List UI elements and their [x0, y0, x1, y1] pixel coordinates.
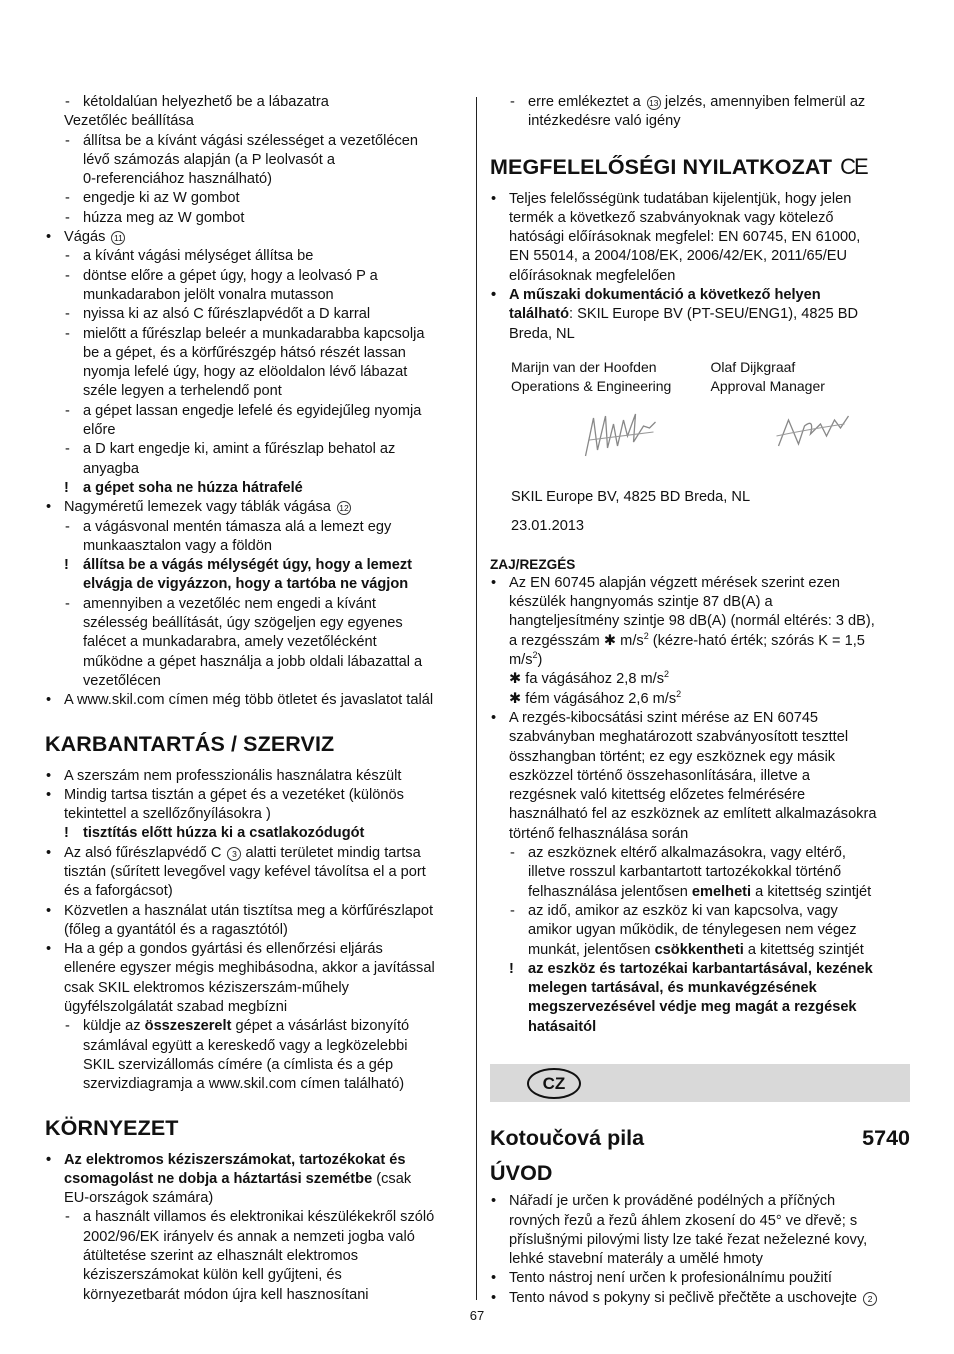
signatory-title: Operations & Engineering [511, 377, 672, 394]
list-item: - döntse előre a gépet úgy, hogy a leolvasó P a [65, 267, 378, 284]
list-item: Vezetőléc beállítása [64, 113, 194, 130]
list-item: ✱ fém vágásához 2,6 $m/s^2$ [509, 688, 682, 707]
list-item: felhasználása jelentősen emelheti a kitettség szintjét [528, 883, 872, 900]
list-item: $m/s^2$) [509, 650, 543, 669]
list-item: eszközzel történő összehasonlítására, illetve a [509, 767, 810, 784]
list-item: • Tento návod s pokyny si pečlivě přečtěte a uschovejte 2 [490, 1289, 910, 1308]
list-item: - húzza meg az W gombot [65, 209, 245, 226]
list-item: - az idő, amikor az eszköz ki van kapcsolva, vagy [510, 902, 838, 919]
signatory-1 [511, 358, 711, 396]
list-item: átültetése szerint az elhasznált elektromos [83, 1248, 358, 1265]
list-item: • A rezgés-kibocsátási szint mérése az EN 60745 [491, 709, 819, 726]
list-item: használható fel az eszköznek az említett alkalmazásokra [509, 806, 877, 823]
list-item: tekintettel a szellőzőnyílásokra ) [64, 806, 271, 823]
list-item: szabványban meghatározott szabványosított teszttel [509, 729, 849, 746]
language-bar [490, 1064, 910, 1102]
list-item: - nyissa ki az alsó C fűrészlapvédőt a D karral [65, 306, 371, 323]
list-item: munkadarabon jelölt vonalra mutasson [83, 286, 334, 303]
list-item: EU-országok számára) [64, 1190, 214, 1207]
signatory-name: Marijn van der Hoofden [511, 358, 657, 375]
list-item: • A www.skil.com címen még több ötletet és javaslatot talál [46, 692, 434, 709]
callout-number: 2 [863, 1292, 877, 1306]
callout-number: 13 [647, 96, 661, 110]
list-item: rezgésnek való kitettség előzetes felmérésére [509, 787, 806, 804]
list-item: rovných řezů a řezů áhlem zkosení do 45° ve dřevě; s [509, 1212, 858, 1229]
ce-mark-icon: CE [840, 153, 867, 179]
list-item: környezetbarát módon újra kell hasznosítani [83, 1286, 369, 1303]
list-item: - erre emlékeztet a 13 jelzés, amennyiben felmerül az [510, 94, 866, 110]
list-item: nyomja lefelé úgy, hogy az elöoldalon lévő lábazat [83, 364, 408, 381]
list-item: • A műszaki dokumentáció a következő helyen [491, 287, 821, 304]
list-item: és a faforgácsot) [64, 883, 173, 900]
page-number: 67 [469, 1308, 485, 1323]
list-item: - engedje ki az W gombot [65, 190, 240, 207]
list-item: - a D kart engedje ki, amint a fűrészlap behatol az [65, 441, 396, 458]
list-item: - az eszköznek eltérő alkalmazásokra, vagy eltérő, [510, 845, 846, 862]
list-item: a rezgésszám ✱ $m/s^2$ (kézre-ható érték; szórás K = 1,5 [509, 630, 865, 649]
right-column [490, 93, 910, 1308]
list-item: lévő számozás alapján (a P leolvasót a [83, 151, 336, 168]
declaration-date: 23.01.2013 [511, 518, 585, 535]
callout-number: 3 [227, 847, 241, 861]
signature-1-icon [528, 406, 719, 466]
list-item: széle legyen a terhelendő pont [83, 383, 282, 400]
section-heading-conformity: MEGFELELŐSÉGI NYILATKOZAT CE [490, 153, 867, 179]
section-heading-service: KARBANTARTÁS / SZERVIZ [45, 731, 335, 756]
list-item: be a gépet, és a körfűrészgép hátsó részét lassan [83, 344, 406, 361]
warning-item: hatásaitól [528, 1018, 597, 1035]
list-item: található: SKIL Europe BV (PT-SEU/ENG1), 4825 BD [509, 306, 859, 323]
list-item: lehké stavební materály a umělé hmoty [509, 1251, 763, 1268]
list-item: történő felhasználása során [509, 825, 689, 842]
list-item: ✱ fa vágásához 2,8 $m/s^2$ [509, 669, 670, 688]
list-item: • Nagyméretű lemezek vagy táblák vágása 12 [45, 498, 465, 517]
product-title [490, 1125, 910, 1150]
list-item: EN 55014, a 2004/108/EK, 2006/42/EK, 2011/65/EU [509, 248, 848, 265]
warning-item: melegen tartásával, és munkavégzésének [528, 980, 817, 997]
list-item: szervizdiagramja a www.skil.com címen található) [83, 1076, 405, 1093]
list-item: - a vágásvonal mentén támasza alá a lemezt egy [65, 518, 392, 535]
signatory-title: Approval Manager [710, 377, 825, 394]
list-item: szélesség beállítását, úgy szögeljen egy egyenes [83, 615, 403, 632]
warning-item: elvágja de vigyázzon, hogy a tartóba ne vágjon [83, 576, 409, 593]
list-item: • Az alsó fűrészlapvédő C 3 alatti területet mindig tartsa [46, 844, 421, 861]
warning-item: megszervezésével védje meg magát a rezgések [528, 999, 857, 1016]
list-item: příslušnými pilovými listy lze také řezat neželezné kovy, [509, 1231, 868, 1248]
list-item: SKIL szervizállomás címére (a címlista és a gép [83, 1056, 394, 1073]
section-heading-noise: ZAJ/REZGÉS [490, 556, 576, 572]
list-item: - amennyiben a vezetőléc nem engedi a kívánt [65, 595, 376, 612]
list-item: • Teljes felelősségünk tudatában kijelentjük, hogy jelen [491, 190, 852, 207]
list-item: összhangban történt; ez egy eszköznek egy másik [509, 748, 836, 765]
list-item: - a kívánt vágási mélységet állítsa be [65, 248, 314, 265]
list-item: • Tento nástroj není určen k profesionálnímu použití [491, 1270, 832, 1287]
list-item: előírásoknak megfelelően [509, 267, 676, 284]
company-address: SKIL Europe BV, 4825 BD Breda, NL [511, 488, 751, 505]
list-item: munkaasztalon vagy a földön [83, 537, 273, 554]
language-badge: CZ [527, 1068, 581, 1099]
list-item: csomagolást ne dobja a háztartási szemétbe (csak [64, 1170, 412, 1187]
list-item: - állítsa be a kívánt vágási szélességet a vezetőlécen [65, 132, 419, 149]
list-item: - kétoldalúan helyezhető be a lábazatra [65, 94, 329, 110]
list-item: (főleg a gyantától és a ragasztótól) [64, 921, 288, 938]
list-item: amikor ugyan működik, de ténylegesen nem végez [528, 922, 857, 939]
list-item: • Az elektromos kéziszerszámokat, tartozékokat és [46, 1151, 406, 1168]
list-item: termék a következő szabványoknak vagy kötelező [509, 209, 834, 226]
list-item: - a gépet lassan engedje lefelé és egyidejűleg nyomja [65, 402, 422, 419]
list-item: csak SKIL elektromos kéziszerszám-műhely [64, 979, 349, 996]
list-item: • Az EN 60745 alapján végzett mérések szerint ezen [491, 574, 840, 591]
list-item: munkát, jelentősen csökkentheti a kitettség szintjét [528, 941, 864, 958]
warning-item: ! állítsa be a vágás mélységét úgy, hogy a lemezt [64, 557, 413, 574]
warning-item: ! a gépet soha ne húzza hátrafelé [64, 479, 303, 496]
list-item: • Mindig tartsa tisztán a gépet és a vezetéket (különös [46, 786, 404, 803]
list-item: illetve rosszul karbantartott tartozékokkal történő [528, 864, 842, 881]
list-item: intézkedésre való igény [528, 113, 681, 130]
signatories [511, 358, 910, 396]
signatory-2 [711, 358, 911, 396]
signature-2-icon [719, 406, 910, 456]
list-item: ellenére egyszer mégis meghibásodna, akkor a javítással [64, 960, 435, 977]
list-item: - küldje az összeszerelt gépet a vásárlást bizonyító [65, 1018, 410, 1035]
list-item: működne a gépet használja a jobb oldali lábazattal a [83, 653, 423, 670]
list-item: - mielőtt a fűrészlap beleér a munkadarabba kapcsolja [65, 325, 425, 342]
callout-number: 11 [111, 231, 125, 245]
signatory-name: Olaf Dijkgraaf [710, 358, 796, 375]
list-item: előre [83, 422, 116, 439]
signature-images [528, 406, 910, 476]
list-item: hangteljesítmény szintje 98 dB(A) (normál eltérés: 3 dB), [509, 613, 875, 630]
list-item: • Nářadí je určen k prováděné podélných a příčných [491, 1193, 836, 1210]
list-item: ügyfélszolgálatát szabad megbízni [64, 999, 288, 1016]
product-model: 5740 [862, 1125, 910, 1150]
list-item: tisztán (sűrített levegővel vagy kefével távolítsa el a port [64, 863, 426, 880]
warning-item: ! az eszköz és tartozékai karbantartásával, kezének [509, 960, 873, 977]
list-item: készülék hangnyomás szintje 87 dB(A) a [509, 594, 773, 611]
list-item: - a használt villamos és elektronikai készülékekről szóló [65, 1209, 435, 1226]
list-item: hatósági előírásoknak megfelel: EN 60745, EN 61000, [509, 229, 861, 246]
section-heading-environment: KÖRNYEZET [45, 1115, 179, 1140]
product-name: Kotoučová pila [490, 1125, 645, 1150]
column-divider [476, 97, 477, 1300]
callout-number: 12 [337, 501, 351, 515]
list-item: 2002/96/EK irányelv és annak a nemzeti jogba való [83, 1228, 415, 1245]
list-item: anyagba [83, 460, 139, 477]
list-item: vezetőlécen [83, 672, 161, 689]
list-item: falécet a munkadarabra, amely vezetőlécként [83, 634, 377, 651]
warning-item: ! tisztítás előtt húzza ki a csatlakozódugót [64, 825, 365, 842]
list-item: 0-referenciához használható) [83, 171, 273, 188]
list-item: kéziszerszámokat külön kell gyűjteni, és [83, 1267, 342, 1284]
list-item: • A szerszám nem professzionális használatra készült [46, 767, 402, 784]
left-column [45, 93, 465, 1305]
list-item: számlával együtt a kereskedő vagy a legközelebbi [83, 1037, 408, 1054]
list-item: • Vágás 11 [45, 228, 465, 247]
list-item: Breda, NL [509, 325, 575, 342]
list-item: • Ha a gép a gondos gyártási és ellenőrzési eljárás [46, 941, 383, 958]
list-item: • Közvetlen a használat után tisztítsa meg a körfűrészlapot [46, 902, 434, 919]
section-heading-intro: ÚVOD [490, 1161, 553, 1186]
